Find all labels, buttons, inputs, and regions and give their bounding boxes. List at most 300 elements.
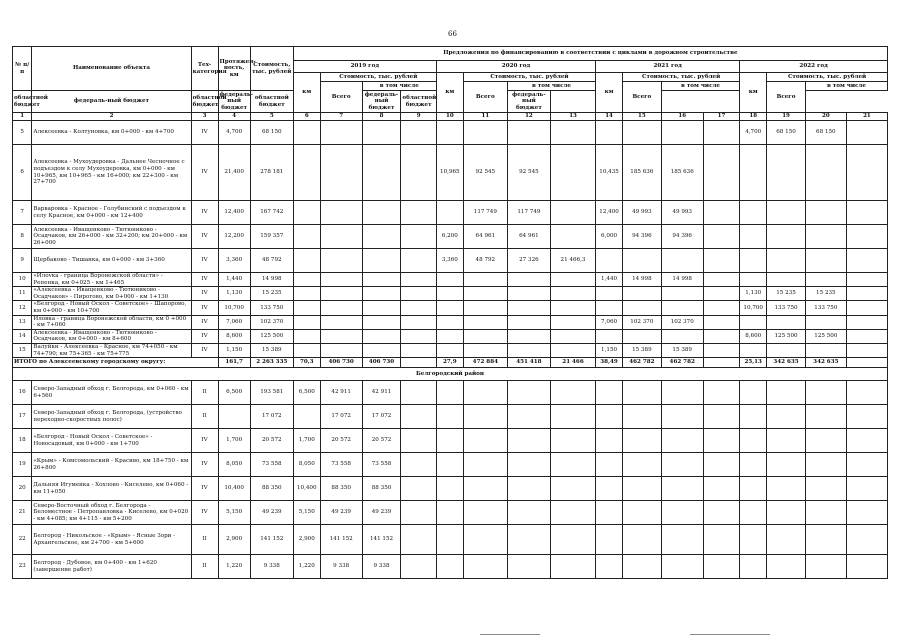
funding-cell: 1,220 xyxy=(293,555,320,579)
funding-cell xyxy=(661,525,703,555)
funding-cell xyxy=(550,201,595,225)
funding-cell: 49 239 xyxy=(362,501,401,525)
funding-cell xyxy=(362,287,401,301)
funding-cell: 64 961 xyxy=(507,225,550,249)
page-number: 66 xyxy=(448,30,457,38)
funding-cell xyxy=(320,287,362,301)
header-cost-group: Стоимость, тыс. рублей xyxy=(320,73,436,82)
tech-category: IV xyxy=(191,301,218,315)
funding-cell xyxy=(846,249,887,273)
object-name: Алексеевка - Иващенково - Тютюниково - Осадчаков, км 0+000 - км 8+600 xyxy=(32,329,191,343)
funding-cell xyxy=(623,501,662,525)
object-name: Щербаково - Тишанка, км 0+000 - км 3+360 xyxy=(32,249,191,273)
funding-cell xyxy=(596,429,623,453)
header-proposal: Предложения по финансированию в соответствии с циклами в дорожном строительстве xyxy=(293,47,887,61)
header-cost-group: Стоимость, тыс. рублей xyxy=(463,73,595,82)
total-funding-cell: 21 466 xyxy=(550,358,595,368)
funding-cell xyxy=(436,555,463,579)
column-number: 6 xyxy=(293,113,320,121)
funding-cell xyxy=(661,477,703,501)
total-funding-cell: 342 635 xyxy=(767,358,806,368)
funding-cell xyxy=(846,501,887,525)
funding-cell: 68 150 xyxy=(805,121,846,145)
funding-cell xyxy=(623,477,662,501)
total-funding-cell: 25,13 xyxy=(740,358,767,368)
funding-cell: 117 749 xyxy=(507,201,550,225)
column-number: 7 xyxy=(320,113,362,121)
funding-cell xyxy=(623,301,662,315)
funding-cell xyxy=(436,201,463,225)
row-number: 13 xyxy=(13,315,32,329)
funding-cell xyxy=(740,225,767,249)
column-number: 16 xyxy=(661,113,703,121)
table-row xyxy=(13,501,888,525)
funding-cell xyxy=(362,315,401,329)
funding-cell xyxy=(767,201,806,225)
funding-cell: 94 396 xyxy=(661,225,703,249)
cost-value: 73 558 xyxy=(250,453,293,477)
table-row xyxy=(13,329,888,343)
header-km: км xyxy=(436,73,463,113)
funding-cell xyxy=(463,453,507,477)
row-number: 7 xyxy=(13,201,32,225)
column-number: 11 xyxy=(463,113,507,121)
funding-cell xyxy=(846,225,887,249)
header-year-2019: 2019 год xyxy=(293,61,436,73)
funding-cell xyxy=(703,429,740,453)
total-funding-cell: 462 782 xyxy=(661,358,703,368)
total-funding-cell: 462 782 xyxy=(623,358,662,368)
row-number: 12 xyxy=(13,301,32,315)
tech-category: IV xyxy=(191,287,218,301)
funding-cell xyxy=(767,225,806,249)
funding-cell xyxy=(362,201,401,225)
cost-value: 278 181 xyxy=(250,145,293,201)
funding-cell xyxy=(550,525,595,555)
funding-cell: 88 350 xyxy=(320,477,362,501)
tech-category: IV xyxy=(191,225,218,249)
funding-cell xyxy=(436,287,463,301)
cost-value: 141 152 xyxy=(250,525,293,555)
funding-cell xyxy=(436,121,463,145)
funding-cell: 64 961 xyxy=(463,225,507,249)
object-name: Северо-Западный обход г. Белгорода, (устройство переходно-скоростных полос) xyxy=(32,405,191,429)
funding-cell xyxy=(550,315,595,329)
funding-cell xyxy=(401,225,437,249)
object-name: «Алексеевка - Иващенково - Тютюниково - Осадчаков» - Пирогово, км 0+000 - км 1+130 xyxy=(32,287,191,301)
funding-cell xyxy=(703,381,740,405)
funding-cell xyxy=(463,429,507,453)
funding-cell: 10,400 xyxy=(293,477,320,501)
length-km: 1,700 xyxy=(218,429,250,453)
funding-cell xyxy=(436,525,463,555)
funding-cell: 27 326 xyxy=(507,249,550,273)
funding-cell xyxy=(846,405,887,429)
funding-cell xyxy=(401,405,437,429)
tech-category: IV xyxy=(191,343,218,357)
header-total: Всего xyxy=(767,82,806,113)
header-length: Протяжен-ность, км xyxy=(218,47,250,91)
funding-cell xyxy=(623,249,662,273)
funding-cell xyxy=(362,301,401,315)
funding-cell xyxy=(703,225,740,249)
bottom-edge xyxy=(0,630,905,640)
funding-cell xyxy=(805,225,846,249)
funding-cell xyxy=(703,287,740,301)
funding-cell xyxy=(293,201,320,225)
funding-cell xyxy=(767,405,806,429)
funding-cell: 3,360 xyxy=(436,249,463,273)
funding-cell xyxy=(846,429,887,453)
funding-cell xyxy=(401,287,437,301)
funding-cell xyxy=(507,329,550,343)
funding-cell: 185 636 xyxy=(661,145,703,201)
funding-cell xyxy=(550,273,595,287)
funding-cell xyxy=(362,225,401,249)
funding-cell: 102 370 xyxy=(623,315,662,329)
funding-cell xyxy=(623,405,662,429)
tech-category: IV xyxy=(191,429,218,453)
funding-cell: 20 572 xyxy=(362,429,401,453)
funding-cell xyxy=(661,287,703,301)
tech-category: II xyxy=(191,381,218,405)
funding-cell xyxy=(846,329,887,343)
length-km: 1,130 xyxy=(218,287,250,301)
funding-cell xyxy=(703,315,740,329)
funding-cell xyxy=(740,273,767,287)
funding-cell xyxy=(805,145,846,201)
funding-cell xyxy=(550,121,595,145)
tech-category: IV xyxy=(191,501,218,525)
object-name: Валуйки - Алексеевка - Красное, км 74+050 - км 74+790; км 75+365 - км 75+775 xyxy=(32,343,191,357)
object-name: Белгород - Никольское - «Крым» - Ясные Зори - Архангельское, км 2+700 - км 5+600 xyxy=(32,525,191,555)
length-km: 3,360 xyxy=(218,249,250,273)
table-row xyxy=(13,121,888,145)
funding-cell xyxy=(846,381,887,405)
funding-cell xyxy=(846,287,887,301)
funding-cell: 7,060 xyxy=(596,315,623,329)
funding-cell xyxy=(463,287,507,301)
funding-cell xyxy=(623,121,662,145)
funding-cell xyxy=(463,477,507,501)
cost-value: 9 338 xyxy=(250,555,293,579)
length-km: 1,440 xyxy=(218,273,250,287)
column-number: 12 xyxy=(507,113,550,121)
funding-cell xyxy=(596,555,623,579)
funding-cell xyxy=(401,301,437,315)
funding-cell xyxy=(401,555,437,579)
column-number: 17 xyxy=(703,113,740,121)
table-row xyxy=(13,315,888,329)
funding-cell xyxy=(740,501,767,525)
object-name: Иловка - граница Воронежской области, км 0 +000 - км 7+060 xyxy=(32,315,191,329)
funding-cell xyxy=(703,249,740,273)
funding-cell xyxy=(623,429,662,453)
header-km: км xyxy=(293,73,320,113)
length-km: 21,400 xyxy=(218,145,250,201)
header-cost-group: Стоимость, тыс. рублей xyxy=(623,73,740,82)
header-name: Наименование объекта xyxy=(32,47,191,91)
financing-table xyxy=(12,46,888,579)
table-row xyxy=(13,429,888,453)
total-funding-cell: 27,9 xyxy=(436,358,463,368)
header-incl: в том числе xyxy=(362,82,436,91)
funding-cell xyxy=(805,405,846,429)
funding-cell xyxy=(740,249,767,273)
table-row xyxy=(13,145,888,201)
table-row xyxy=(13,287,888,301)
funding-cell: 73 558 xyxy=(362,453,401,477)
funding-cell xyxy=(463,405,507,429)
funding-cell xyxy=(436,343,463,357)
cost-value: 20 572 xyxy=(250,429,293,453)
funding-cell xyxy=(463,525,507,555)
funding-cell xyxy=(293,343,320,357)
table-row xyxy=(13,405,888,429)
funding-cell xyxy=(661,555,703,579)
header-regional: областной бюджет xyxy=(13,91,32,113)
tech-category: IV xyxy=(191,315,218,329)
funding-cell xyxy=(623,525,662,555)
funding-cell xyxy=(740,453,767,477)
funding-cell xyxy=(293,145,320,201)
total-funding-cell: 451 418 xyxy=(507,358,550,368)
column-number: 3 xyxy=(191,113,218,121)
funding-cell xyxy=(661,453,703,477)
funding-cell xyxy=(740,315,767,329)
funding-cell: 73 558 xyxy=(320,453,362,477)
funding-cell xyxy=(740,343,767,357)
funding-cell xyxy=(596,501,623,525)
funding-cell xyxy=(507,429,550,453)
column-number: 8 xyxy=(362,113,401,121)
funding-cell: 15 389 xyxy=(661,343,703,357)
funding-cell xyxy=(805,381,846,405)
funding-cell xyxy=(805,201,846,225)
funding-cell xyxy=(805,555,846,579)
funding-cell xyxy=(550,145,595,201)
header-total: Всего xyxy=(463,82,507,113)
tech-category: IV xyxy=(191,249,218,273)
total-funding-cell xyxy=(846,358,887,368)
header-incl: в том числе xyxy=(507,82,595,91)
funding-cell xyxy=(740,201,767,225)
funding-cell: 49 993 xyxy=(623,201,662,225)
funding-cell xyxy=(740,477,767,501)
cost-value: 14 998 xyxy=(250,273,293,287)
funding-cell: 21 466,3 xyxy=(550,249,595,273)
tech-category: IV xyxy=(191,273,218,287)
table-row xyxy=(13,201,888,225)
funding-cell xyxy=(767,381,806,405)
funding-cell xyxy=(703,301,740,315)
header-regional: областной бюджет xyxy=(401,91,437,113)
length-km: 1,150 xyxy=(218,343,250,357)
funding-cell xyxy=(703,555,740,579)
total-cost: 2 263 335 xyxy=(250,358,293,368)
total-funding-cell xyxy=(401,358,437,368)
funding-cell xyxy=(846,201,887,225)
header-total: Всего xyxy=(623,82,662,113)
funding-cell: 88 350 xyxy=(362,477,401,501)
funding-cell xyxy=(436,315,463,329)
funding-cell xyxy=(320,249,362,273)
funding-cell xyxy=(463,343,507,357)
funding-cell: 141 152 xyxy=(362,525,401,555)
section-row xyxy=(13,368,888,381)
funding-cell xyxy=(463,329,507,343)
funding-cell: 133 750 xyxy=(767,301,806,315)
funding-cell xyxy=(436,477,463,501)
funding-cell xyxy=(293,329,320,343)
funding-cell: 14 998 xyxy=(623,273,662,287)
funding-cell xyxy=(293,225,320,249)
funding-cell: 1,130 xyxy=(740,287,767,301)
funding-cell xyxy=(401,273,437,287)
funding-cell xyxy=(767,555,806,579)
object-name: Северо-Западный обход г. Белгорода, км 0+060 - км 6+560 xyxy=(32,381,191,405)
header-year-2020: 2020 год xyxy=(436,61,595,73)
funding-cell xyxy=(846,477,887,501)
funding-cell xyxy=(740,381,767,405)
funding-cell xyxy=(767,273,806,287)
funding-cell xyxy=(596,121,623,145)
section-title: Белгородский район xyxy=(13,368,888,381)
funding-cell xyxy=(767,145,806,201)
funding-cell xyxy=(463,273,507,287)
funding-cell xyxy=(320,343,362,357)
funding-cell: 15 235 xyxy=(767,287,806,301)
funding-cell xyxy=(401,477,437,501)
funding-cell xyxy=(703,273,740,287)
funding-cell xyxy=(596,381,623,405)
funding-cell: 17 072 xyxy=(362,405,401,429)
cost-value: 133 750 xyxy=(250,301,293,315)
funding-cell xyxy=(846,525,887,555)
funding-cell: 5,150 xyxy=(293,501,320,525)
header-federal: федераль-ный бюджет xyxy=(219,91,253,111)
table-row xyxy=(13,555,888,579)
funding-cell xyxy=(767,477,806,501)
funding-cell xyxy=(463,121,507,145)
funding-cell xyxy=(401,329,437,343)
funding-cell xyxy=(507,525,550,555)
table-row xyxy=(13,525,888,555)
funding-cell xyxy=(320,329,362,343)
funding-cell xyxy=(550,329,595,343)
cost-value: 49 239 xyxy=(250,501,293,525)
column-numbers-row xyxy=(13,113,888,121)
funding-cell xyxy=(463,301,507,315)
funding-cell xyxy=(703,477,740,501)
header-regional: областной бюджет xyxy=(191,91,218,113)
tech-category: IV xyxy=(191,477,218,501)
funding-cell xyxy=(463,555,507,579)
funding-cell xyxy=(550,287,595,301)
cost-value: 15 235 xyxy=(250,287,293,301)
funding-cell xyxy=(436,453,463,477)
funding-cell xyxy=(550,381,595,405)
funding-cell xyxy=(293,273,320,287)
funding-cell: 125 500 xyxy=(767,329,806,343)
funding-cell xyxy=(320,145,362,201)
funding-cell xyxy=(596,525,623,555)
object-name: Северо-Восточный обход г. Белгорода - Беломестное - Петропавловка - Киселево, км 0+020 - км 4+085; км 4+115 - км 5+200 xyxy=(32,501,191,525)
funding-cell xyxy=(507,555,550,579)
funding-cell xyxy=(463,501,507,525)
funding-cell xyxy=(623,329,662,343)
length-km: 7,060 xyxy=(218,315,250,329)
funding-cell: 49 993 xyxy=(661,201,703,225)
funding-cell xyxy=(362,329,401,343)
funding-cell xyxy=(320,273,362,287)
row-number: 11 xyxy=(13,287,32,301)
cost-value: 159 357 xyxy=(250,225,293,249)
cost-value: 167 742 xyxy=(250,201,293,225)
funding-cell xyxy=(767,525,806,555)
row-number: 23 xyxy=(13,555,32,579)
funding-cell xyxy=(703,145,740,201)
total-funding-cell: 38,49 xyxy=(596,358,623,368)
funding-cell xyxy=(507,477,550,501)
funding-cell xyxy=(401,381,437,405)
funding-cell xyxy=(362,343,401,357)
funding-cell xyxy=(767,343,806,357)
funding-cell: 185 636 xyxy=(623,145,662,201)
funding-cell: 12,400 xyxy=(596,201,623,225)
funding-cell xyxy=(320,315,362,329)
funding-cell xyxy=(805,525,846,555)
length-km: 2,900 xyxy=(218,525,250,555)
funding-cell xyxy=(596,249,623,273)
funding-cell xyxy=(740,555,767,579)
funding-cell: 10,700 xyxy=(740,301,767,315)
header-federal: федераль-ный бюджет xyxy=(362,91,401,113)
funding-cell xyxy=(740,145,767,201)
funding-cell xyxy=(401,453,437,477)
funding-cell xyxy=(596,301,623,315)
funding-cell xyxy=(703,201,740,225)
funding-cell xyxy=(550,225,595,249)
length-km: 12,400 xyxy=(218,201,250,225)
column-number: 21 xyxy=(846,113,887,121)
funding-cell xyxy=(507,381,550,405)
funding-cell xyxy=(401,145,437,201)
funding-cell xyxy=(805,453,846,477)
funding-cell xyxy=(507,301,550,315)
funding-cell xyxy=(320,121,362,145)
funding-cell: 9 338 xyxy=(362,555,401,579)
funding-cell: 125 500 xyxy=(805,329,846,343)
funding-cell: 15 235 xyxy=(805,287,846,301)
funding-cell: 1,700 xyxy=(293,429,320,453)
funding-cell: 92 545 xyxy=(507,145,550,201)
row-number: 8 xyxy=(13,225,32,249)
length-km: 12,200 xyxy=(218,225,250,249)
funding-cell xyxy=(436,429,463,453)
row-number: 17 xyxy=(13,405,32,429)
tech-category: II xyxy=(191,555,218,579)
funding-cell xyxy=(550,301,595,315)
table-row xyxy=(13,453,888,477)
funding-cell xyxy=(661,429,703,453)
table-row xyxy=(13,301,888,315)
funding-cell xyxy=(463,381,507,405)
tech-category: II xyxy=(191,405,218,429)
object-name: Дальняя Игуменка - Хохлово - Киселево, км 0+060 - км 11+050 xyxy=(32,477,191,501)
funding-cell xyxy=(436,301,463,315)
funding-cell xyxy=(805,429,846,453)
